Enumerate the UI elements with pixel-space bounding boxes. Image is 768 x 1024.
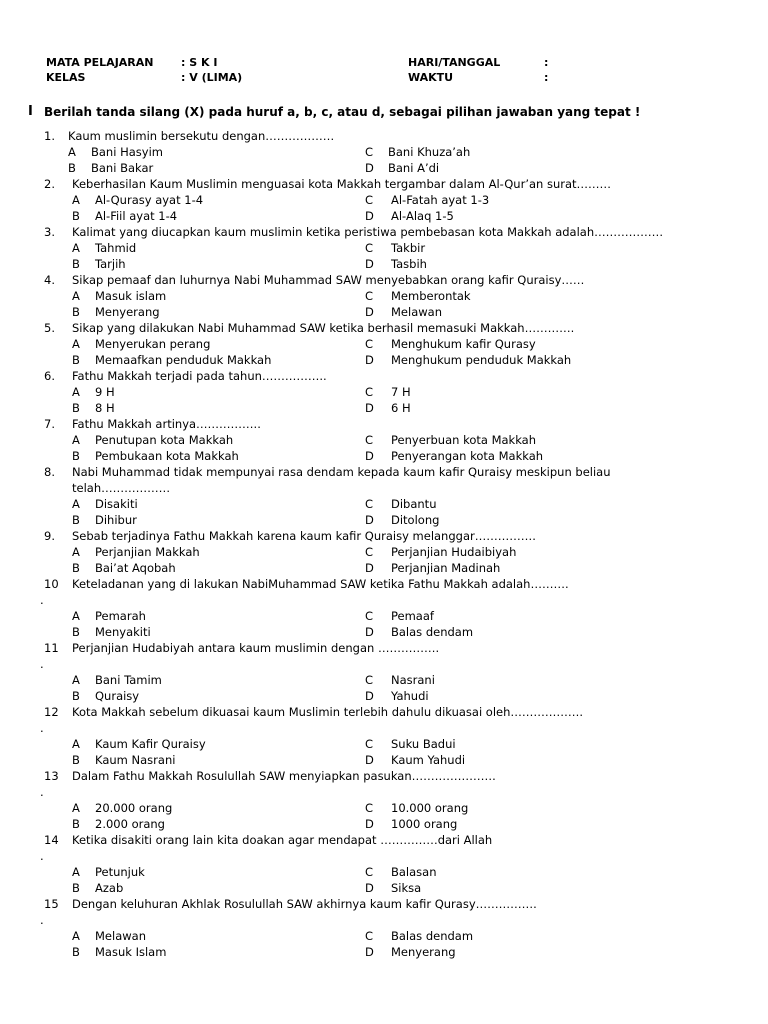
option-letter-b[interactable]: B bbox=[72, 945, 80, 959]
option-text-a[interactable]: Kaum Kafir Quraisy bbox=[95, 737, 206, 751]
option-letter-b[interactable]: B bbox=[72, 625, 80, 639]
option-row bbox=[0, 432, 768, 448]
question-line bbox=[0, 528, 768, 544]
option-text-b[interactable]: Menyerang bbox=[95, 305, 160, 319]
option-letter-c[interactable]: C bbox=[365, 609, 374, 623]
question-line bbox=[0, 416, 768, 432]
option-text-d[interactable]: Menyerang bbox=[391, 945, 456, 959]
day-value: : bbox=[544, 56, 549, 69]
question-text: Kaum muslimin bersekutu dengan……………… bbox=[68, 129, 335, 143]
option-row bbox=[0, 928, 768, 944]
option-row bbox=[0, 160, 768, 176]
option-letter-b[interactable]: B bbox=[72, 257, 80, 271]
option-text-a[interactable]: Petunjuk bbox=[95, 865, 145, 879]
option-letter-a[interactable]: A bbox=[72, 385, 80, 399]
question-number: 5. bbox=[44, 321, 55, 335]
question-item bbox=[0, 832, 768, 896]
question-number-dot-text: . bbox=[40, 785, 44, 799]
option-letter-d[interactable]: D bbox=[365, 625, 374, 639]
question-number-dot bbox=[0, 656, 768, 672]
question-text-continued-text: telah……………… bbox=[72, 481, 171, 495]
option-text-d[interactable]: Kaum Yahudi bbox=[391, 753, 466, 767]
option-text-a[interactable]: Masuk islam bbox=[95, 289, 167, 303]
option-letter-c[interactable]: C bbox=[365, 145, 374, 159]
question-text: Sikap pemaaf dan luhurnya Nabi Muhammad SAW menyebabkan orang kafir Quraisy…… bbox=[72, 273, 585, 287]
question-number-dot bbox=[0, 848, 768, 864]
class-label: KELAS bbox=[46, 71, 86, 84]
day-label: HARI/TANGGAL bbox=[408, 56, 501, 69]
option-row bbox=[0, 864, 768, 880]
option-row bbox=[0, 256, 768, 272]
option-text-c[interactable]: Bani Khuza’ah bbox=[388, 145, 471, 159]
option-text-c[interactable]: Suku Badui bbox=[391, 737, 456, 751]
option-letter-d[interactable]: D bbox=[365, 161, 374, 175]
question-number: 1. bbox=[44, 129, 55, 143]
option-text-c[interactable]: Takbir bbox=[391, 241, 426, 255]
question-item bbox=[0, 896, 768, 960]
question-text: Nabi Muhammad tidak mempunyai rasa dendam kepada kaum kafir Quraisy meskipun beliau bbox=[72, 465, 611, 479]
question-number: 12 bbox=[44, 705, 59, 719]
option-text-c[interactable]: Dibantu bbox=[391, 497, 437, 511]
option-text-d[interactable]: Ditolong bbox=[391, 513, 440, 527]
option-letter-a[interactable]: A bbox=[72, 801, 80, 815]
option-text-b[interactable]: Bai’at Aqobah bbox=[95, 561, 176, 575]
option-text-b[interactable]: Tarjih bbox=[95, 257, 126, 271]
option-letter-a[interactable]: A bbox=[72, 337, 80, 351]
option-letter-d[interactable]: D bbox=[365, 817, 374, 831]
option-letter-a[interactable]: A bbox=[68, 145, 76, 159]
option-letter-a[interactable]: A bbox=[72, 737, 80, 751]
question-text: Ketika disakiti orang lain kita doakan agar mendapat ……………dari Allah bbox=[72, 833, 493, 847]
option-text-a[interactable]: Al-Qurasy ayat 1-4 bbox=[95, 193, 204, 207]
question-text: Sikap yang dilakukan Nabi Muhammad SAW ketika berhasil memasuki Makkah…………. bbox=[72, 321, 575, 335]
option-text-a[interactable]: Bani Hasyim bbox=[91, 145, 163, 159]
option-row bbox=[0, 736, 768, 752]
option-letter-c[interactable]: C bbox=[365, 193, 374, 207]
option-text-d[interactable]: Perjanjian Madinah bbox=[391, 561, 501, 575]
option-text-d[interactable]: Tasbih bbox=[391, 257, 427, 271]
question-number-dot bbox=[0, 720, 768, 736]
question-item bbox=[0, 128, 768, 176]
question-number: 6. bbox=[44, 369, 55, 383]
option-text-a[interactable]: Tahmid bbox=[95, 241, 137, 255]
question-item bbox=[0, 320, 768, 368]
question-number-dot-text: . bbox=[40, 849, 44, 863]
option-letter-c[interactable]: C bbox=[365, 385, 374, 399]
question-line bbox=[0, 368, 768, 384]
question-number: 8. bbox=[44, 465, 55, 479]
question-text: Sebab terjadinya Fathu Makkah karena kaum kafir Quraisy melanggar……………. bbox=[72, 529, 536, 543]
option-text-b[interactable]: Kaum Nasrani bbox=[95, 753, 176, 767]
option-text-a[interactable]: Menyerukan perang bbox=[95, 337, 211, 351]
option-row bbox=[0, 400, 768, 416]
option-row bbox=[0, 448, 768, 464]
question-item bbox=[0, 416, 768, 464]
time-label: WAKTU bbox=[408, 71, 454, 84]
option-letter-d[interactable]: D bbox=[365, 209, 374, 223]
option-text-b[interactable]: 2.000 orang bbox=[95, 817, 165, 831]
question-number-dot bbox=[0, 784, 768, 800]
option-text-c[interactable]: 7 H bbox=[391, 385, 411, 399]
option-text-b[interactable]: Memaafkan penduduk Makkah bbox=[95, 353, 272, 367]
option-letter-d[interactable]: D bbox=[365, 305, 374, 319]
option-letter-b[interactable]: B bbox=[72, 817, 80, 831]
question-text: Kota Makkah sebelum dikuasai kaum Muslimin terlebih dahulu dikuasai oleh………………. bbox=[72, 705, 584, 719]
option-row bbox=[0, 304, 768, 320]
question-line bbox=[0, 704, 768, 720]
option-letter-a[interactable]: A bbox=[72, 289, 80, 303]
option-letter-c[interactable]: C bbox=[365, 241, 374, 255]
option-letter-d[interactable]: D bbox=[365, 449, 374, 463]
section-marker: I bbox=[28, 104, 33, 119]
option-text-b[interactable]: Dihibur bbox=[95, 513, 137, 527]
option-row bbox=[0, 880, 768, 896]
option-letter-d[interactable]: D bbox=[365, 881, 374, 895]
question-item bbox=[0, 272, 768, 320]
question-text: Keteladanan yang di lakukan NabiMuhammad SAW ketika Fathu Makkah adalah………. bbox=[72, 577, 569, 591]
question-line bbox=[0, 224, 768, 240]
question-line bbox=[0, 464, 768, 480]
question-text-continued bbox=[0, 480, 768, 496]
option-text-d[interactable]: Siksa bbox=[391, 881, 422, 895]
question-number-dot-text: . bbox=[40, 657, 44, 671]
question-number-dot-text: . bbox=[40, 721, 44, 735]
option-row bbox=[0, 240, 768, 256]
option-letter-c[interactable]: C bbox=[365, 673, 374, 687]
question-item bbox=[0, 768, 768, 832]
option-text-a[interactable]: Pemarah bbox=[95, 609, 146, 623]
question-number: 11 bbox=[44, 641, 59, 655]
question-text: Fathu Makkah artinya…………….. bbox=[72, 417, 261, 431]
question-line bbox=[0, 128, 768, 144]
question-text: Dengan keluhuran Akhlak Rosulullah SAW akhirnya kaum kafir Qurasy……………. bbox=[72, 897, 537, 911]
option-text-c[interactable]: Pemaaf bbox=[391, 609, 434, 623]
question-line bbox=[0, 320, 768, 336]
option-text-b[interactable]: Masuk Islam bbox=[95, 945, 167, 959]
option-text-a[interactable]: Melawan bbox=[95, 929, 146, 943]
option-row bbox=[0, 608, 768, 624]
option-text-d[interactable]: Menghukum penduduk Makkah bbox=[391, 353, 572, 367]
question-number: 3. bbox=[44, 225, 55, 239]
option-row bbox=[0, 624, 768, 640]
option-letter-b[interactable]: B bbox=[72, 881, 80, 895]
question-list bbox=[0, 128, 768, 960]
option-text-d[interactable]: Yahudi bbox=[391, 689, 429, 703]
option-letter-c[interactable]: C bbox=[365, 801, 374, 815]
question-item bbox=[0, 224, 768, 272]
option-text-b[interactable]: 8 H bbox=[95, 401, 115, 415]
question-line bbox=[0, 272, 768, 288]
question-number: 2. bbox=[44, 177, 55, 191]
question-text: Fathu Makkah terjadi pada tahun…………….. bbox=[72, 369, 327, 383]
question-line bbox=[0, 176, 768, 192]
option-row bbox=[0, 544, 768, 560]
option-text-d[interactable]: Melawan bbox=[391, 305, 442, 319]
option-letter-b[interactable]: B bbox=[72, 561, 80, 575]
question-line bbox=[0, 768, 768, 784]
option-letter-c[interactable]: C bbox=[365, 433, 374, 447]
option-row bbox=[0, 384, 768, 400]
option-row bbox=[0, 688, 768, 704]
question-item bbox=[0, 176, 768, 224]
option-row bbox=[0, 944, 768, 960]
option-row bbox=[0, 816, 768, 832]
option-letter-b[interactable]: B bbox=[72, 305, 80, 319]
question-number-dot-text: . bbox=[40, 913, 44, 927]
instruction: Berilah tanda silang (X) pada huruf a, b, c, atau d, sebagai pilihan jawaban yang tepat ! bbox=[44, 105, 641, 119]
option-letter-d[interactable]: D bbox=[365, 353, 374, 367]
option-letter-a[interactable]: A bbox=[72, 673, 80, 687]
subject-value: : S K I bbox=[181, 56, 218, 69]
option-text-c[interactable]: Nasrani bbox=[391, 673, 435, 687]
question-item bbox=[0, 704, 768, 768]
option-row bbox=[0, 192, 768, 208]
option-text-a[interactable]: Penutupan kota Makkah bbox=[95, 433, 234, 447]
option-letter-a[interactable]: A bbox=[72, 193, 80, 207]
question-text: Kalimat yang diucapkan kaum muslimin ketika peristiwa pembebasan kota Makkah adalah……………… bbox=[72, 225, 664, 239]
question-number: 7. bbox=[44, 417, 55, 431]
option-text-c[interactable]: Balasan bbox=[391, 865, 437, 879]
option-row bbox=[0, 352, 768, 368]
option-letter-c[interactable]: C bbox=[365, 337, 374, 351]
question-item bbox=[0, 368, 768, 416]
question-number: 15 bbox=[44, 897, 59, 911]
option-letter-b[interactable]: B bbox=[72, 689, 80, 703]
question-number-dot-text: . bbox=[40, 593, 44, 607]
option-text-b[interactable]: Menyakiti bbox=[95, 625, 151, 639]
question-item bbox=[0, 528, 768, 576]
option-letter-a[interactable]: A bbox=[72, 929, 80, 943]
option-row bbox=[0, 752, 768, 768]
question-line bbox=[0, 832, 768, 848]
time-value: : bbox=[544, 71, 549, 84]
option-letter-a[interactable]: A bbox=[72, 241, 80, 255]
option-text-b[interactable]: Bani Bakar bbox=[91, 161, 154, 175]
option-row bbox=[0, 288, 768, 304]
option-letter-b[interactable]: B bbox=[72, 449, 80, 463]
option-text-c[interactable]: Balas dendam bbox=[391, 929, 474, 943]
question-item bbox=[0, 464, 768, 528]
option-letter-d[interactable]: D bbox=[365, 753, 374, 767]
option-letter-a[interactable]: A bbox=[72, 433, 80, 447]
option-text-c[interactable]: Penyerbuan kota Makkah bbox=[391, 433, 536, 447]
option-row bbox=[0, 512, 768, 528]
option-letter-c[interactable]: C bbox=[365, 865, 374, 879]
option-letter-b[interactable]: B bbox=[72, 401, 80, 415]
question-item bbox=[0, 576, 768, 640]
option-letter-b[interactable]: B bbox=[72, 513, 80, 527]
option-letter-d[interactable]: D bbox=[365, 513, 374, 527]
option-letter-a[interactable]: A bbox=[72, 545, 80, 559]
question-number-dot bbox=[0, 592, 768, 608]
option-text-b[interactable]: Al-Fiil ayat 1-4 bbox=[95, 209, 178, 223]
option-letter-b[interactable]: B bbox=[68, 161, 76, 175]
option-text-d[interactable]: Bani A’di bbox=[388, 161, 440, 175]
option-row bbox=[0, 672, 768, 688]
option-row bbox=[0, 800, 768, 816]
option-text-b[interactable]: Pembukaan kota Makkah bbox=[95, 449, 239, 463]
option-text-b[interactable]: Quraisy bbox=[95, 689, 140, 703]
option-text-a[interactable]: 9 H bbox=[95, 385, 115, 399]
option-text-d[interactable]: Balas dendam bbox=[391, 625, 474, 639]
option-text-a[interactable]: Disakiti bbox=[95, 497, 138, 511]
option-text-a[interactable]: Bani Tamim bbox=[95, 673, 162, 687]
option-text-d[interactable]: 6 H bbox=[391, 401, 411, 415]
option-letter-b[interactable]: B bbox=[72, 209, 80, 223]
question-number: 14 bbox=[44, 833, 59, 847]
class-value: : V (LIMA) bbox=[181, 71, 243, 84]
question-line bbox=[0, 640, 768, 656]
option-row bbox=[0, 560, 768, 576]
question-number: 4. bbox=[44, 273, 55, 287]
option-row bbox=[0, 496, 768, 512]
option-letter-c[interactable]: C bbox=[365, 929, 374, 943]
option-text-c[interactable]: Al-Fatah ayat 1-3 bbox=[391, 193, 490, 207]
option-letter-c[interactable]: C bbox=[365, 497, 374, 511]
option-letter-c[interactable]: C bbox=[365, 737, 374, 751]
option-letter-d[interactable]: D bbox=[365, 257, 374, 271]
option-letter-c[interactable]: C bbox=[365, 545, 374, 559]
option-row bbox=[0, 336, 768, 352]
option-letter-d[interactable]: D bbox=[365, 945, 374, 959]
question-line bbox=[0, 896, 768, 912]
option-text-c[interactable]: 10.000 orang bbox=[391, 801, 469, 815]
option-letter-c[interactable]: C bbox=[365, 289, 374, 303]
option-letter-d[interactable]: D bbox=[365, 689, 374, 703]
option-text-a[interactable]: 20.000 orang bbox=[95, 801, 173, 815]
option-row bbox=[0, 208, 768, 224]
question-line bbox=[0, 576, 768, 592]
question-text: Dalam Fathu Makkah Rosulullah SAW menyiapkan pasukan…………………. bbox=[72, 769, 496, 783]
option-text-c[interactable]: Menghukum kafir Qurasy bbox=[391, 337, 536, 351]
question-number-dot bbox=[0, 912, 768, 928]
question-number: 13 bbox=[44, 769, 59, 783]
option-row bbox=[0, 144, 768, 160]
option-text-c[interactable]: Perjanjian Hudaibiyah bbox=[391, 545, 517, 559]
option-text-c[interactable]: Memberontak bbox=[391, 289, 471, 303]
option-letter-a[interactable]: A bbox=[72, 865, 80, 879]
question-number: 10 bbox=[44, 577, 59, 591]
option-letter-b[interactable]: B bbox=[72, 353, 80, 367]
question-number: 9. bbox=[44, 529, 55, 543]
option-letter-a[interactable]: A bbox=[72, 609, 80, 623]
option-letter-a[interactable]: A bbox=[72, 497, 80, 511]
option-text-d[interactable]: Penyerangan kota Makkah bbox=[391, 449, 544, 463]
option-text-a[interactable]: Perjanjian Makkah bbox=[95, 545, 200, 559]
option-letter-d[interactable]: D bbox=[365, 561, 374, 575]
question-text: Perjanjian Hudabiyah antara kaum muslimin dengan ……………. bbox=[72, 641, 440, 655]
question-text: Keberhasilan Kaum Muslimin menguasai kota Makkah tergambar dalam Al-Qur’an surat……… bbox=[72, 177, 612, 191]
question-item bbox=[0, 640, 768, 704]
option-text-b[interactable]: Azab bbox=[95, 881, 124, 895]
option-letter-b[interactable]: B bbox=[72, 753, 80, 767]
option-text-d[interactable]: 1000 orang bbox=[391, 817, 458, 831]
subject-label: MATA PELAJARAN bbox=[46, 56, 154, 69]
option-letter-d[interactable]: D bbox=[365, 401, 374, 415]
option-text-d[interactable]: Al-Alaq 1-5 bbox=[391, 209, 454, 223]
